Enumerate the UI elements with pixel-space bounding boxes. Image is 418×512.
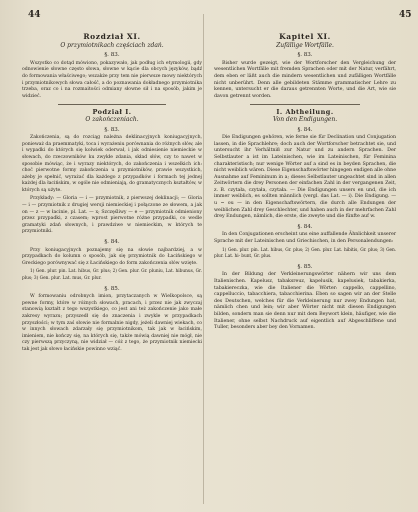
paragraph-text: Przykłady: — Gloria — i — przymiotnik, z pierwszej deklinacji; — Gloria — i — przymiotnik z drugiej wersji niemieckiej i połączone ze słowem, a jak on — z — w łacinie, pl. Lat. — x; Szczęśliwy — e — przymiotnik odmieniony przez przypadki, z czasem; wprost pierwotne różne przypadki, co wedle gramatyki zdań słownych, i prawdziwe w niemieckim, w których te przymiotniki. bbox=[22, 196, 202, 235]
chapter-title: Kapitel XI. bbox=[279, 32, 331, 41]
section-heading: I. Abtheilung. bbox=[276, 108, 334, 117]
chapter-title: Rozdział XI. bbox=[83, 32, 141, 41]
paragraph-text: Die Endigungen gehören, wie ferne sie für Declination und Conjugation lassen, in die Sprachlehre; doch auch der Wortforscher betrachtet sie, und untersucht ihr Verhältniß zur Natur und zu andern Sprachen. Der Selbstlauter a ist im Lateinischen, wie im Lateinischen, für Feminina charakteristisch; nur wenige Wörter auf a sind es in beyden Sprachen, die nicht weiblich wären. Diese Eigenschaftswörter hingegen endigen alle ohne Ausnahme auf Femininum in a; dieses Selbstlauter ungeachtet sind in allen Zeitwörtern die drey Personen der einfachen Zahl in der vergangenen Zeit, z. B. czytała, czytała, czytała. — Die Endigungen unsers en und, die ich immer weiblich, es sollten männlich (vergl. das Lat. — i). Die Endigung. — u ~ ou — in den Eigenschaftswörtern, die durch alle Endungen der weiblichen Zahl drey Geschlechter, und haben auch in der mehrfachen Zahl drey Endungen, nämlich, die erste, die zweyte und die fünfte auf w. bbox=[214, 135, 396, 220]
paragraph-text: W formowaniu odrobnych imion, przytaczanych w Wielkopolsce, są pewne formy, które w różnych słowach, pracach, i przez nie jak zwyczaj stanowią kształt z tego wszystkiego, co jest ani też zakończenie jako małe zakresy wyrazu; przyszedł się do znaczenia i zwykle w przypadkach przyszłości; w tym zaś słowie nie formalnie nigdy, jeżeli dawniej wiekach, co w innych słowach zdarzały się przymiotnikom, tak jak w łacińskim, imieniem, nie kończy się, na których się, także mówią dawniej nie mógł, nie czy pierwszą przyczyną, nie widział — cóż z tego, że przymiotnik niemiecki tak jest jak słowo łacińskie powinno wziąć. bbox=[22, 294, 202, 352]
paragraph-number: §. 84. bbox=[297, 126, 313, 133]
paragraph-list: 1) Gen. plur. pin. Lat. hibus, Gr. plus; 2) Gen. plur. Gr. pluniu, Lat. hibunus, Gr. plus; 3) Gen. plur. Lat. mus, Gr. plur. bbox=[22, 269, 202, 281]
paragraph-text: Przy koniugacyjnych poznajemy się na słowie najbardziej, a w przypadkach do kolumn o sposób, jak się przymiotnik do Łacińskiego w Greckiego porównywać się z Łacińskiego do form zakończenia słów wzięte. bbox=[22, 247, 202, 266]
chapter-subtitle: Zufällige Wortfälle. bbox=[276, 41, 334, 49]
left-column-polish bbox=[22, 18, 202, 356]
paragraph-text: In den Conjugationen erscheint uns eine auffallende Ähnlichkeit unserer Sprache mit der Lateinischen und Griechischen, in den Personalendungen: bbox=[214, 232, 396, 245]
column-divider bbox=[203, 14, 204, 504]
paragraph-number: §. 84. bbox=[104, 239, 120, 246]
paragraph-number: §. 85. bbox=[297, 263, 313, 270]
right-column-german bbox=[214, 18, 396, 334]
paragraph-number: §. 85. bbox=[104, 285, 120, 292]
section-subheading: O zakończeniach. bbox=[85, 115, 139, 123]
paragraph-number: §. 84. bbox=[297, 223, 313, 230]
section-heading: Podział I. bbox=[92, 108, 132, 117]
left-page-number: 44 bbox=[28, 10, 41, 20]
paragraph-text: Zakończenia, są do rozciąg należna deklinacyjnych koniugacyjnych, ponieważ da praemmatyki, toca i wyrażeniu porównania do różnych słów, ale i wypadki do których się kolwiek oderwał, i jak odniesienie niemieckie w słowach, do rzeczowników ku zwykłe zdania, skład słów, czy to nawet w sposobie mówiąc, że i wyrazy niektórych, do zakończenia i wszelkich ich: choć pierwotne formy zakończenia u przymiotników, prawie wszystkich, ażeby je spełnić, wyrażać dla każdego z przypadków i formach tej jednej każdej dla łacińskim, w ogóle nie odmieniają, do gramatycznych kształtów, w których są użyte. bbox=[22, 135, 202, 193]
paragraph-text: Bisher wurde gezeigt, wie der Wortforscher den Vergleichung der wesentlichen Wortfälle mit fremden Sprachen oder mit der Natur, verfährt, dem eben er läßt auch die mindern wesentlichen und zufälligen Wortfälle nicht unberührt. Denn alle gebildeten Stämme grammatischer Lehre zu kennen, untersucht er die daraus getrennten Worte, und die Art, wie sie davon getrennt worden. bbox=[214, 60, 396, 99]
chapter-subtitle: O przymiotnikach częściach zdań. bbox=[60, 41, 164, 49]
paragraph-number: §. 83. bbox=[297, 52, 313, 59]
paragraph-number: §. 83. bbox=[104, 52, 120, 59]
right-page-number: 45 bbox=[399, 10, 412, 20]
rule-divider bbox=[250, 104, 359, 105]
section-subheading: Von den Endigungen. bbox=[272, 115, 338, 123]
paragraph-text: Wszystko co dotąd mówiono, pokazywało, jak podług ich etymologii, gdy odnowienie słowne często słowa, słowne w kącie dla obcych języków, bądź do formowania właściwego; wszakże przy tem nie pierwsze mowy niektórych i przymiotnikowych słowa całość, a do poznawania dokładnego przymiotnika trzeba, oraz co i na rozmaitości odmiany słowne sił i na sposób, jakim je widzieć. bbox=[22, 60, 202, 99]
paragraph-number: §. 83. bbox=[104, 126, 120, 133]
paragraph-text: In der Bildung der Verkleinerungswörter nähern wir uns dem Italienischen. Kapelusz, tabaksreuz, kapelusik, kapelusiek, tabakierka, tabakiereczka, wie die Italiener die Wörter: cappello, cappellino, cappelluccio, tabacchiera, tabacchierina. Eben so sagen wir an der Stelle des Deutschen, welches für die Verkleinerung nur zwey Endungen hat, nämlich chen und lein; wir aber Wörter nicht mit diesen Endigungen bilden, sondern man sie denn nur mit dem Beywort klein, häufiger, wie die Italiener, ohne selbst Nachdruck auf eigentlich auf Abgeschliffene und Tuller, besonders aber bey den Vornamen. bbox=[214, 272, 396, 331]
paragraph-list: 1) Gen. plur. pin. Lat. hibus, Gr. plus; 2) Gen. plur. Lat. hibitis, Gr. plus; 3) Gen. plur. Lat. hi- bunt, Gr. plus. bbox=[214, 247, 396, 260]
rule-divider bbox=[58, 104, 166, 105]
